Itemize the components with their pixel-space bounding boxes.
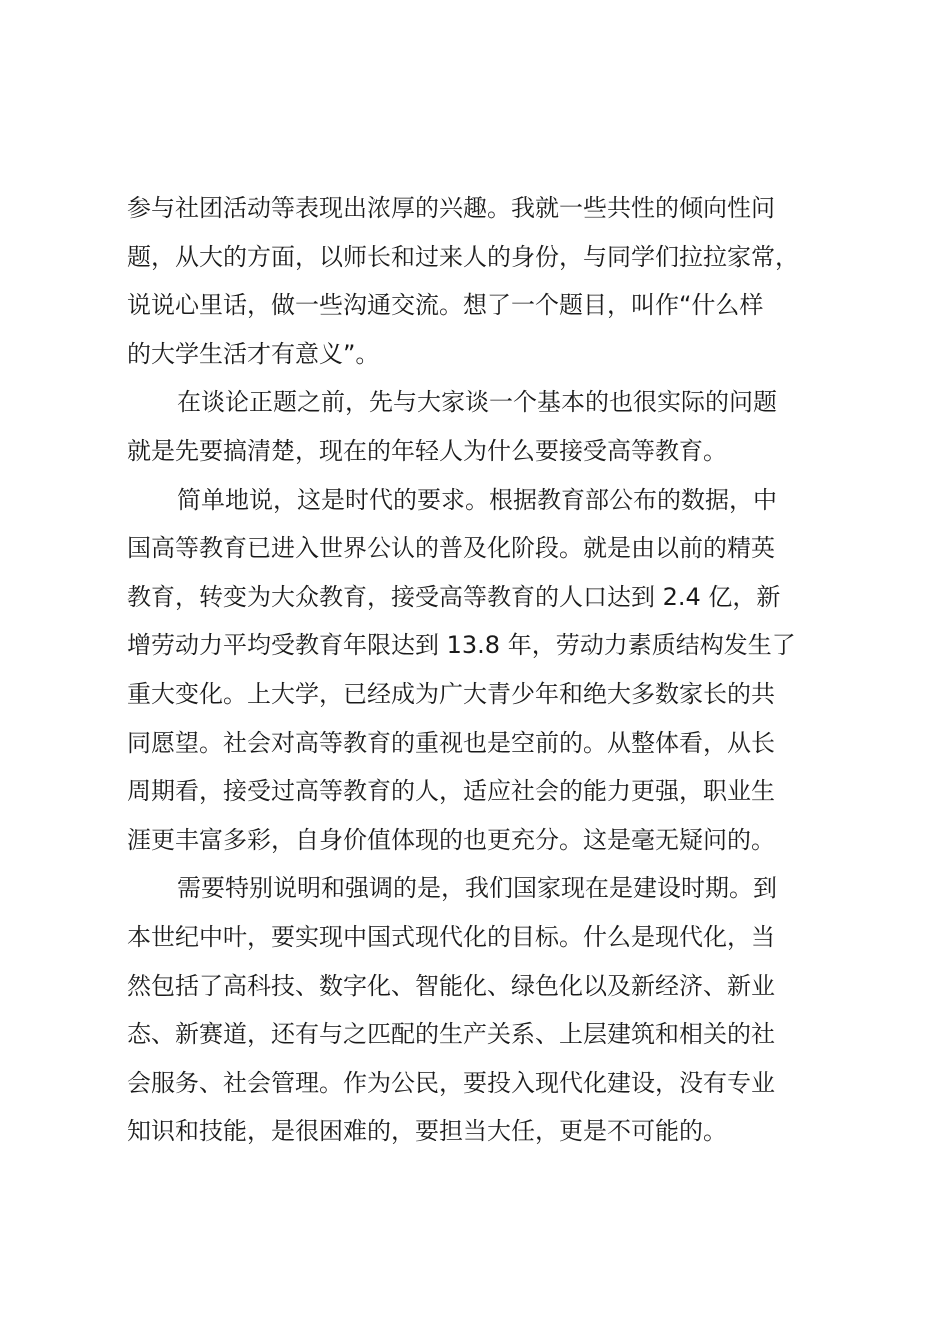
text-line-2: 题，从大的方面，以师长和过来人的身份，与同学们拉拉家常， <box>127 242 799 271</box>
text-line-16: 本世纪中叶，要实现中国式现代化的目标。什么是现代化，当 <box>127 922 775 951</box>
text-line-7: 简单地说，这是时代的要求。根据教育部公布的数据，中 <box>177 485 777 514</box>
text-line-13: 周期看，接受过高等教育的人，适应社会的能力更强，职业生 <box>127 777 775 806</box>
text-line-11: 重大变化。上大学，已经成为广大青少年和绝大多数家长的共 <box>127 679 775 708</box>
text-line-9: 教育，转变为大众教育，接受高等教育的人口达到 2.4 亿，新 <box>127 582 781 611</box>
text-line-5: 在谈论正题之前，先与大家谈一个基本的也很实际的问题 <box>177 388 777 417</box>
text-line-19: 会服务、社会管理。作为公民，要投入现代化建设，没有专业 <box>127 1068 775 1097</box>
text-line-12: 同愿望。社会对高等教育的重视也是空前的。从整体看，从长 <box>127 728 775 757</box>
text-line-3: 说说心里话，做一些沟通交流。想了一个题目，叫作“什么样 <box>127 291 764 320</box>
text-line-10: 增劳动力平均受教育年限达到 13.8 年，劳动力素质结构发生了 <box>127 631 796 660</box>
text-line-18: 态、新赛道，还有与之匹配的生产关系、上层建筑和相关的社 <box>127 1020 775 1049</box>
text-line-8: 国高等教育已进入世界公认的普及化阶段。就是由以前的精英 <box>127 534 775 563</box>
text-line-1: 参与社团活动等表现出浓厚的兴趣。我就一些共性的倾向性问 <box>127 194 775 222</box>
text-line-6: 就是先要搞清楚，现在的年轻人为什么要接受高等教育。 <box>127 436 727 465</box>
text-line-4: 的大学生活才有意义”。 <box>127 339 380 368</box>
text-line-14: 涯更丰富多彩，自身价值体现的也更充分。这是毫无疑问的。 <box>127 825 775 854</box>
document-body-text <box>127 184 847 1156</box>
text-line-20: 知识和技能，是很困难的，要担当大任，更是不可能的。 <box>127 1117 727 1146</box>
text-line-15: 需要特别说明和强调的是，我们国家现在是建设时期。到 <box>177 874 777 903</box>
text-line-17: 然包括了高科技、数字化、智能化、绿色化以及新经济、新业 <box>127 971 775 1000</box>
